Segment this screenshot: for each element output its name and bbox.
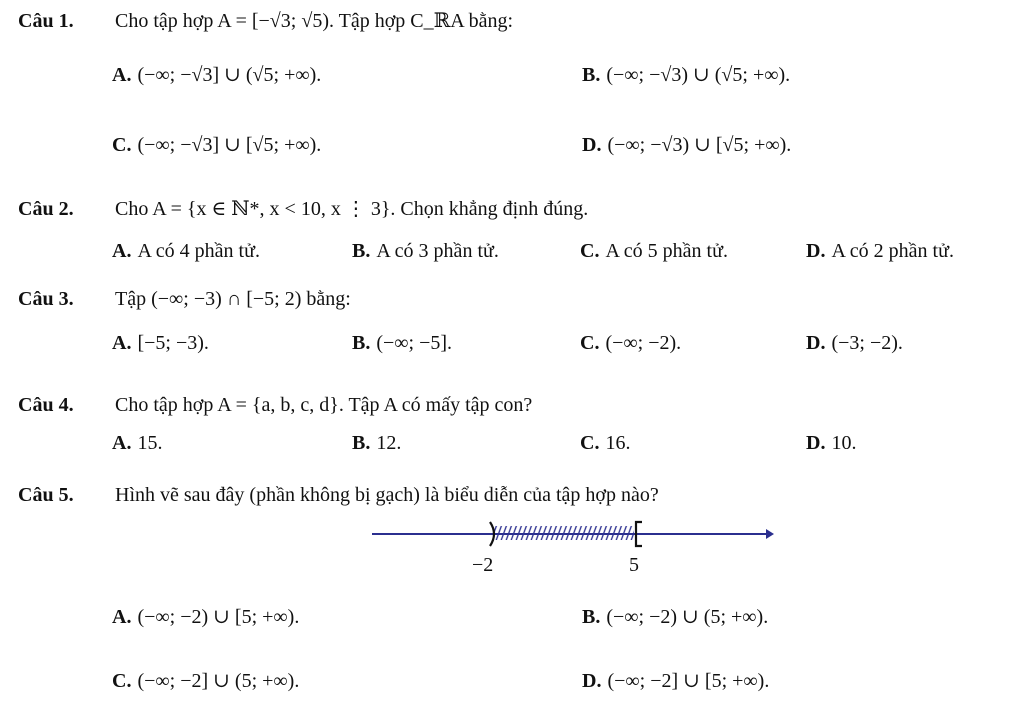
option-letter: D. bbox=[582, 670, 602, 692]
question-stem: Cho tập hợp A = {a, b, c, d}. Tập A có mấy tập con? bbox=[115, 394, 533, 416]
option-a[interactable] bbox=[112, 432, 162, 455]
axis-arrow-icon bbox=[766, 529, 774, 539]
option-letter: C. bbox=[112, 670, 132, 692]
option-c[interactable] bbox=[112, 668, 299, 693]
option-d[interactable] bbox=[582, 132, 791, 157]
option-d[interactable] bbox=[582, 668, 769, 693]
option-text: (−∞; −√3) ∪ (√5; +∞). bbox=[606, 64, 791, 86]
option-text: 15. bbox=[137, 432, 163, 454]
option-letter: C. bbox=[580, 432, 600, 454]
option-letter: B. bbox=[352, 432, 371, 454]
question-label: Câu 4. bbox=[18, 394, 74, 416]
option-text: (−∞; −2) ∪ (5; +∞). bbox=[606, 606, 769, 628]
option-text: 10. bbox=[831, 432, 857, 454]
option-text: (−∞; −5]. bbox=[376, 332, 453, 354]
question-stem: Cho tập hợp A = [−√3; √5). Tập hợp C_ℝA bằng: bbox=[115, 10, 514, 32]
option-text: A có 3 phần tử. bbox=[376, 240, 499, 262]
option-text: (−∞; −√3] ∪ [√5; +∞). bbox=[137, 134, 322, 156]
option-a[interactable] bbox=[112, 62, 321, 87]
question-label: Câu 2. bbox=[18, 198, 74, 220]
option-letter: A. bbox=[112, 432, 132, 454]
tick-label-left: −2 bbox=[472, 554, 494, 576]
option-letter: A. bbox=[112, 606, 132, 628]
option-letter: B. bbox=[352, 240, 371, 262]
option-c[interactable] bbox=[580, 332, 681, 355]
option-letter: C. bbox=[580, 332, 600, 354]
option-letter: A. bbox=[112, 240, 132, 262]
option-text: (−3; −2). bbox=[831, 332, 903, 354]
option-b[interactable] bbox=[582, 62, 790, 87]
option-text: 12. bbox=[376, 432, 402, 454]
option-letter: D. bbox=[806, 332, 826, 354]
option-letter: C. bbox=[112, 134, 132, 156]
option-d[interactable] bbox=[806, 432, 856, 455]
question-stem: Tập (−∞; −3) ∩ [−5; 2) bằng: bbox=[115, 288, 351, 310]
option-c[interactable] bbox=[112, 132, 321, 157]
number-line-svg bbox=[368, 516, 788, 586]
option-b[interactable] bbox=[352, 240, 499, 263]
option-d[interactable] bbox=[806, 240, 954, 263]
hatched-region bbox=[494, 526, 634, 540]
option-letter: A. bbox=[112, 332, 132, 354]
option-text: (−∞; −2] ∪ (5; +∞). bbox=[137, 670, 300, 692]
option-text: A có 5 phần tử. bbox=[605, 240, 728, 262]
option-letter: D. bbox=[582, 134, 602, 156]
option-text: (−∞; −2). bbox=[605, 332, 682, 354]
option-b[interactable] bbox=[582, 604, 768, 629]
option-text: (−∞; −2] ∪ [5; +∞). bbox=[607, 670, 770, 692]
option-a[interactable] bbox=[112, 332, 209, 355]
option-a[interactable] bbox=[112, 240, 260, 263]
question-stem: Cho A = {x ∈ ℕ*, x < 10, x ⋮ 3}. Chọn khẳng định đúng. bbox=[115, 198, 589, 220]
option-c[interactable] bbox=[580, 240, 728, 263]
option-letter: C. bbox=[580, 240, 600, 262]
question-5 bbox=[18, 484, 659, 507]
option-text: (−∞; −2) ∪ [5; +∞). bbox=[137, 606, 300, 628]
question-4 bbox=[18, 394, 532, 417]
question-3 bbox=[18, 288, 351, 311]
option-text: (−∞; −√3) ∪ [√5; +∞). bbox=[607, 134, 792, 156]
tick-label-right: 5 bbox=[629, 554, 639, 576]
question-label: Câu 1. bbox=[18, 10, 74, 32]
option-letter: B. bbox=[582, 64, 601, 86]
option-text: [−5; −3). bbox=[137, 332, 209, 354]
question-1 bbox=[18, 8, 513, 33]
question-2 bbox=[18, 196, 588, 221]
option-letter: D. bbox=[806, 432, 826, 454]
option-c[interactable] bbox=[580, 432, 630, 455]
option-letter: D. bbox=[806, 240, 826, 262]
option-text: 16. bbox=[605, 432, 631, 454]
number-line-figure bbox=[368, 516, 788, 592]
option-b[interactable] bbox=[352, 432, 401, 455]
option-letter: B. bbox=[352, 332, 371, 354]
option-d[interactable] bbox=[806, 332, 903, 355]
question-label: Câu 3. bbox=[18, 288, 74, 310]
option-a[interactable] bbox=[112, 604, 299, 629]
question-label: Câu 5. bbox=[18, 484, 74, 506]
option-text: (−∞; −√3] ∪ (√5; +∞). bbox=[137, 64, 322, 86]
option-b[interactable] bbox=[352, 332, 452, 355]
question-stem: Hình vẽ sau đây (phần không bị gạch) là biểu diễn của tập hợp nào? bbox=[115, 484, 659, 506]
option-letter: A. bbox=[112, 64, 132, 86]
option-text: A có 4 phần tử. bbox=[137, 240, 260, 262]
option-text: A có 2 phần tử. bbox=[831, 240, 954, 262]
option-letter: B. bbox=[582, 606, 601, 628]
